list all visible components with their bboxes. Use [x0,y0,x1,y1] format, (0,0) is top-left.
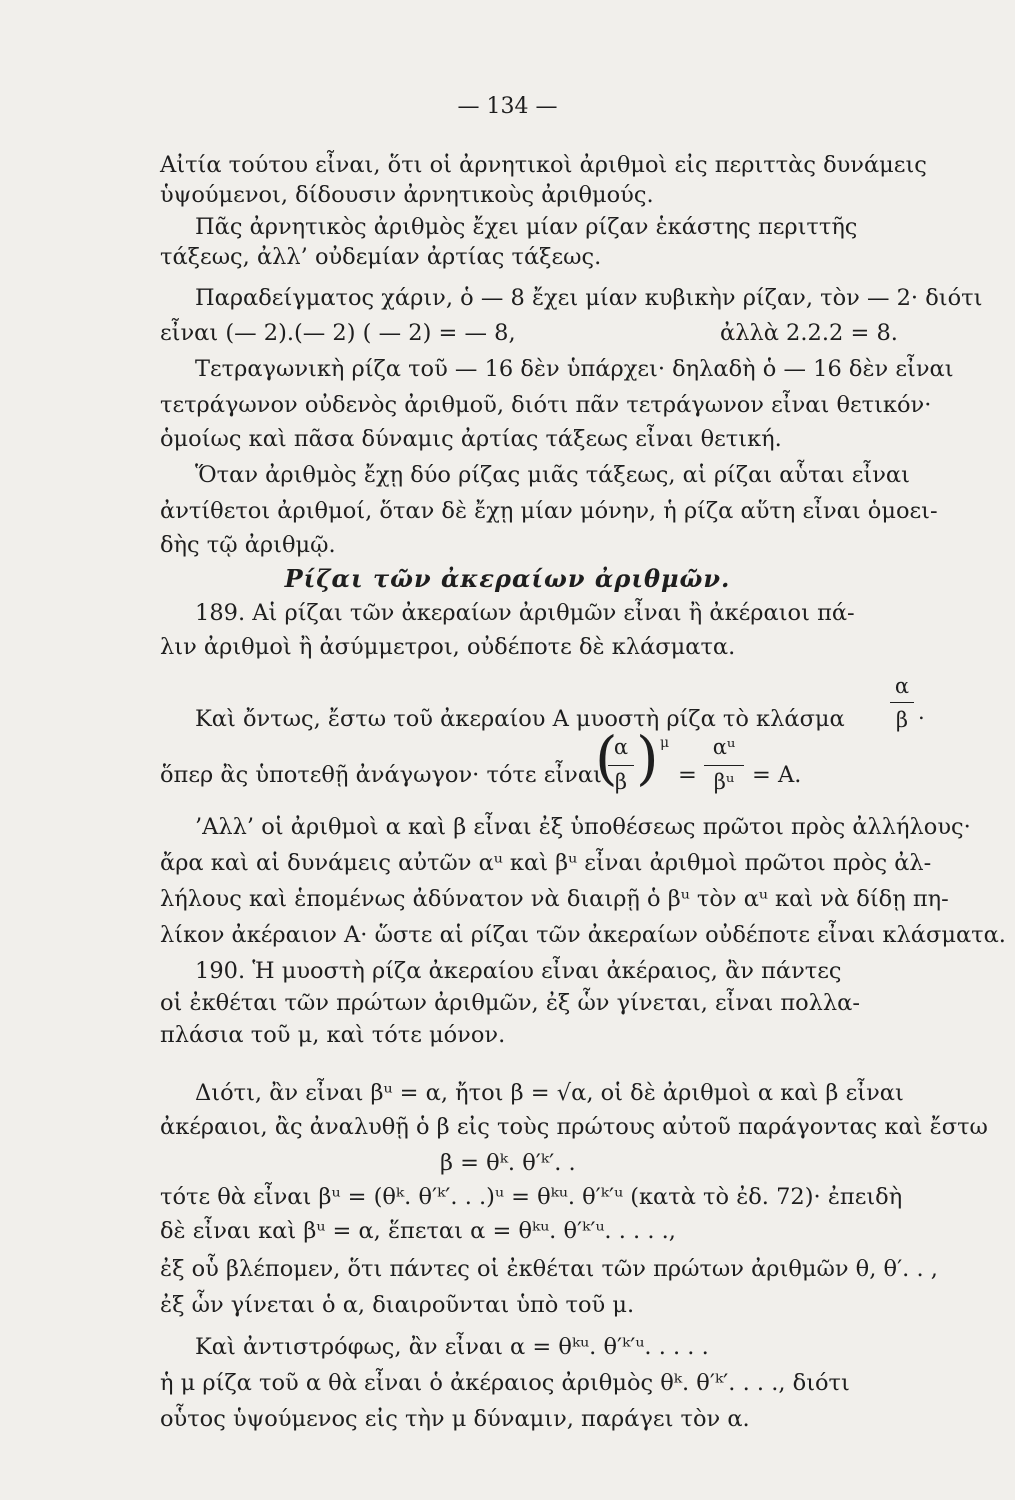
equals-sign: = [678,762,697,788]
eq-denominator: β [614,770,628,794]
text-line: 190. Ἡ μυοστὴ ρίζα ἀκεραίου εἶναι ἀκέραιος, ἂν πάντες [195,958,842,984]
text-line: Καὶ ὄντως, ἔστω τοῦ ἀκεραίου Α μυοστὴ ρίζα τὸ κλάσμα [195,706,845,732]
text-line: δὴς τῷ ἀριθμῷ. [160,532,336,558]
text-line: ὑψούμενοι, δίδουσιν ἀρνητικοὺς ἀριθμούς. [160,182,654,208]
text-line: τάξεως, ἀλλ’ οὐδεμίαν ἀρτίας τάξεως. [160,244,602,270]
text-line: 189. Αἱ ρίζαι τῶν ἀκεραίων ἀριθμῶν εἶναι ἢ ἀκέραιοι πά- [195,600,855,626]
fraction-numerator: α [894,674,910,698]
exponent: μ [660,735,670,751]
text-line: β = θᵏ. θ′ᵏ′. . [440,1150,576,1176]
text-line: ἀκέραιοι, ἂς ἀναλυθῇ ὁ β εἰς τοὺς πρώτους αὐτοῦ παράγοντας καὶ ἔστω [160,1114,988,1140]
text-line: δὲ εἶναι καὶ βᵘ = α, ἕπεται α = θᵏᵘ. θ′ᵏ′ᵘ. . . . ., [160,1218,676,1244]
text-line: ὅπερ ἂς ὑποτεθῇ ἀνάγωγον· τότε εἶναι [160,762,602,788]
text-line: λίκον ἀκέραιον Α· ὥστε αἱ ρίζαι τῶν ἀκεραίων οὐδέποτε εἶναι κλάσματα. [160,922,1006,948]
fraction-dot: . [918,700,925,724]
text-line: = Α. [752,762,802,788]
fraction-bar [704,765,744,766]
text-line: τετράγωνον οὐδενὸς ἀριθμοῦ, διότι πᾶν τετράγωνον εἶναι θετικόν· [160,392,932,418]
text-line: ἀλλὰ 2.2.2 = 8. [720,320,898,346]
fraction-denominator: β [895,708,909,732]
text-line: ὁμοίως καὶ πᾶσα δύναμις ἀρτίας τάξεως εἶναι θετική. [160,426,782,452]
text-line: ἡ μ ρίζα τοῦ α θὰ εἶναι ὁ ἀκέραιος ἀριθμὸς θᵏ. θ′ᵏ′. . . ., διότι [160,1370,850,1396]
text-line: τότε θὰ εἶναι βᵘ = (θᵏ. θ′ᵏ′. . .)ᵘ = θᵏᵘ. θ′ᵏ′ᵘ (κατὰ τὸ ἐδ. 72)· ἐπειδὴ [160,1184,903,1210]
fraction-bar [890,702,914,703]
text-line: οὗτος ὑψούμενος εἰς τὴν μ δύναμιν, παράγει τὸν α. [160,1406,750,1432]
eq-power-denominator: βᵘ [713,770,735,794]
fraction-bar [608,765,634,766]
text-line: ἐξ ὧν γίνεται ὁ α, διαιροῦνται ὑπὸ τοῦ μ. [160,1292,635,1318]
text-line: ἀντίθετοι ἀριθμοί, ὅταν δὲ ἔχῃ μίαν μόνην, ἡ ρίζα αὕτη εἶναι ὁμοει- [160,498,938,524]
left-paren: ( [595,724,618,792]
text-line: οἱ ἐκθέται τῶν πρώτων ἀριθμῶν, ἐξ ὧν γίνεται, εἶναι πολλα- [160,990,860,1016]
eq-power-numerator: αᵘ [712,735,736,759]
text-line: πλάσια τοῦ μ, καὶ τότε μόνον. [160,1022,506,1048]
text-line: Πᾶς ἀρνητικὸς ἀριθμὸς ἔχει μίαν ρίζαν ἑκάστης περιττῆς [195,214,858,240]
text-line: εἶναι (— 2).(— 2) ( — 2) = — 8, [160,320,516,346]
text-line: λήλους καὶ ἑπομένως ἀδύνατον νὰ διαιρῇ ὁ βᵘ τὸν αᵘ καὶ νὰ δίδῃ πη- [160,886,949,912]
text-line: Καὶ ἀντιστρόφως, ἂν εἶναι α = θᵏᵘ. θ′ᵏ′ᵘ. . . . . [195,1334,709,1360]
text-line: Ὅταν ἀριθμὸς ἔχῃ δύο ρίζας μιᾶς τάξεως, αἱ ρίζαι αὗται εἶναι [195,462,910,488]
section-heading: Ρίζαι τῶν ἀκεραίων ἀριθμῶν. [284,564,731,593]
text-line: Τετραγωνικὴ ρίζα τοῦ — 16 δὲν ὑπάρχει· δηλαδὴ ὁ — 16 δὲν εἶναι [195,356,954,382]
text-line: ’Αλλ’ οἱ ἀριθμοὶ α καὶ β εἶναι ἐξ ὑποθέσεως πρῶτοι πρὸς ἀλλήλους· [195,814,971,840]
text-line: ἄρα καὶ αἱ δυνάμεις αὐτῶν αᵘ καὶ βᵘ εἶναι ἀριθμοὶ πρῶτοι πρὸς ἀλ- [160,850,932,876]
page-number: — 134 — [457,94,558,119]
text-line: Παραδείγματος χάριν, ὁ — 8 ἔχει μίαν κυβικὴν ρίζαν, τὸν — 2· διότι [195,285,983,311]
right-paren: ) [636,724,659,792]
eq-numerator: α [613,735,629,759]
text-line: λιν ἀριθμοὶ ἢ ἀσύμμετροι, οὐδέποτε δὲ κλάσματα. [160,634,736,660]
text-line: Διότι, ἂν εἶναι βᵘ = α, ἤτοι β = √α, οἱ δὲ ἀριθμοὶ α καὶ β εἶναι [195,1080,904,1106]
text-line: ἐξ οὗ βλέπομεν, ὅτι πάντες οἱ ἐκθέται τῶν πρώτων ἀριθμῶν θ, θ′. . , [160,1256,938,1282]
text-line: Αἰτία τούτου εἶναι, ὅτι οἱ ἀρνητικοὶ ἀριθμοὶ εἰς περιττὰς δυνάμεις [160,152,927,178]
